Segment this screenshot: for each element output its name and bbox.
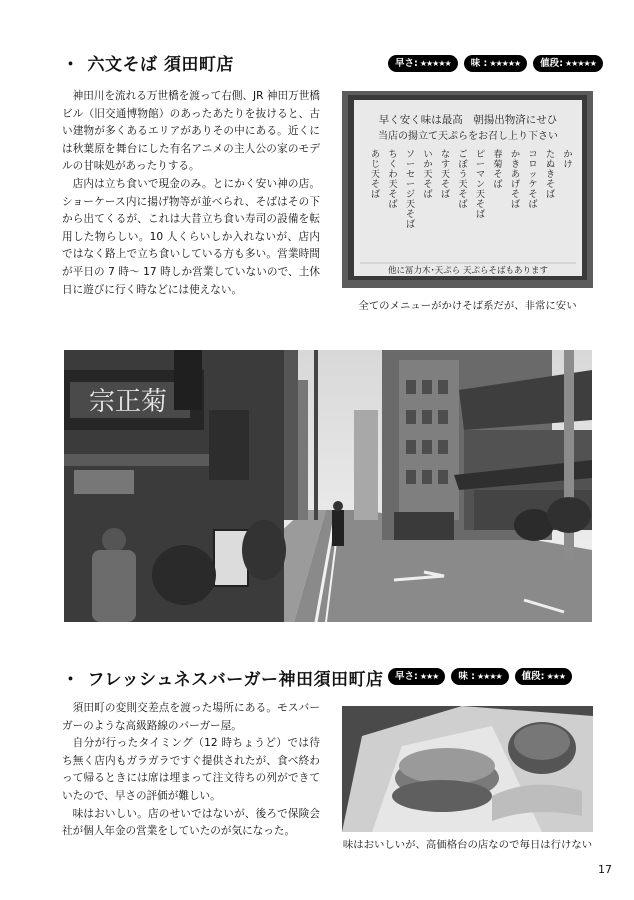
menu-item: あじ天そば	[370, 150, 381, 200]
taste-rating-badge: 味 : ★★★★	[451, 668, 508, 685]
menu-header-line1: 早く安く味は最高 朝揚出物済にせひ	[378, 114, 558, 126]
speed-rating-badge: 早さ : ★★★★★	[388, 55, 458, 72]
menu-board-illustration	[342, 91, 593, 288]
menu-item: なす天そば	[440, 150, 451, 200]
speed-rating-badge: 早さ : ★★★	[388, 668, 445, 685]
section1-bullet: ・	[62, 55, 80, 75]
menu-item: いか天そば	[423, 150, 433, 200]
section2-title-text: フレッシュネスバーガー神田須田町店	[87, 670, 384, 690]
price-rating-badge: 値段 : ★★★	[515, 668, 572, 685]
menu-item: たぬきそば	[545, 150, 556, 200]
section2-ratings	[388, 668, 572, 685]
burger-photo	[342, 706, 593, 832]
paragraph: 須田町の変則交差点を渡った場所にある。モスバーガーのような高級路線のバーガー屋。	[62, 702, 320, 732]
section1-body	[62, 88, 320, 299]
menu-item: ピーマン天そば	[475, 150, 486, 220]
menu-item: かけ	[563, 150, 573, 170]
price-rating-badge: 値段 : ★★★★★	[533, 55, 603, 72]
rating-stars: ★★★★	[476, 672, 502, 681]
section1-ratings	[388, 55, 603, 72]
menu-item: コロッケそば	[528, 150, 538, 210]
street-shop-sign: 宗正菊	[88, 387, 168, 417]
rating-stars: ★★★	[419, 672, 439, 681]
rating-label: 味	[458, 671, 468, 682]
section2-title	[62, 665, 383, 690]
street-photo	[64, 350, 592, 622]
section1-title-text: 六文そば 須田町店	[87, 55, 234, 75]
paragraph: 味はおいしい。店のせいではないが、後ろで保険会社が個人年金の営業をしていたのが気になった。	[62, 807, 320, 838]
menu-item: かきあげそば	[510, 150, 521, 210]
paragraph: 店内は立ち食いで現金のみ。とにかく安い神の店。ショーケース内に揚げ物等が並べられ、そばはその下から出てくるが、これは大昔立ち食い寿司の設備を転用した物らしい。10 人くらいしか入れないが、店内ではなく路上で立ち食いしている方も多い。営業時間が平日の 7 時～ 17 時しか営業していないので、土休日に遊びに行く時などには使えない。	[62, 177, 320, 296]
rating-stars: ★★★★★	[419, 59, 451, 68]
rating-stars: ★★★★★	[489, 59, 521, 68]
rating-stars: ★★★	[546, 672, 565, 681]
burger-photo-caption: 味はおいしいが、高価格台の店なので毎日は行けない	[342, 839, 593, 851]
rating-label: 味	[470, 58, 481, 69]
paragraph: 自分が行ったタイミング（12 時ちょうど）では待ち無く店内もガラガラですぐ提供されたが、食べ終わって帰るときには席は埋まって注文待ちの列ができていたので、早さの評価が難しい。	[62, 737, 320, 802]
rating-stars: ★★★★★	[565, 59, 596, 68]
menu-item: ちくわ天そば	[388, 150, 398, 210]
menu-photo-caption: 全てのメニューがかけそば系だが、非常に安い	[358, 300, 577, 312]
section1-title	[62, 50, 234, 75]
section2-bullet: ・	[62, 670, 80, 690]
page-number: 17	[598, 863, 612, 876]
menu-footer: 他に冨力木･天ぷら 天ぷらそばもあります	[388, 266, 548, 276]
street-scene-illustration	[64, 350, 592, 622]
menu-item: ごぼう天そば	[458, 150, 468, 210]
paragraph: 神田川を流れる万世橋を渡って右側、JR 神田万世橋ビル（旧交通博物館）のあったあたりを抜けると、古い建物が多くあるエリアがありその中にある。近くには秋葉原を舞台にした有名アニメの主人公の家のモデルの甘味処があったりする。	[62, 90, 320, 173]
section2-body	[62, 700, 320, 841]
menu-item: ソーセージ天そば	[405, 150, 416, 230]
rating-label: 早さ	[395, 671, 415, 682]
burger-illustration	[342, 706, 593, 832]
menu-header-line2: 当店の揚立て天ぷらをお召し上り下さい	[378, 131, 558, 142]
rating-label: 値段	[521, 671, 541, 682]
rating-label: 値段	[540, 58, 560, 69]
menu-board-photo	[342, 91, 593, 288]
taste-rating-badge: 味 : ★★★★★	[464, 55, 527, 72]
rating-label: 早さ	[395, 58, 415, 69]
menu-item: 春菊そば	[493, 150, 503, 190]
